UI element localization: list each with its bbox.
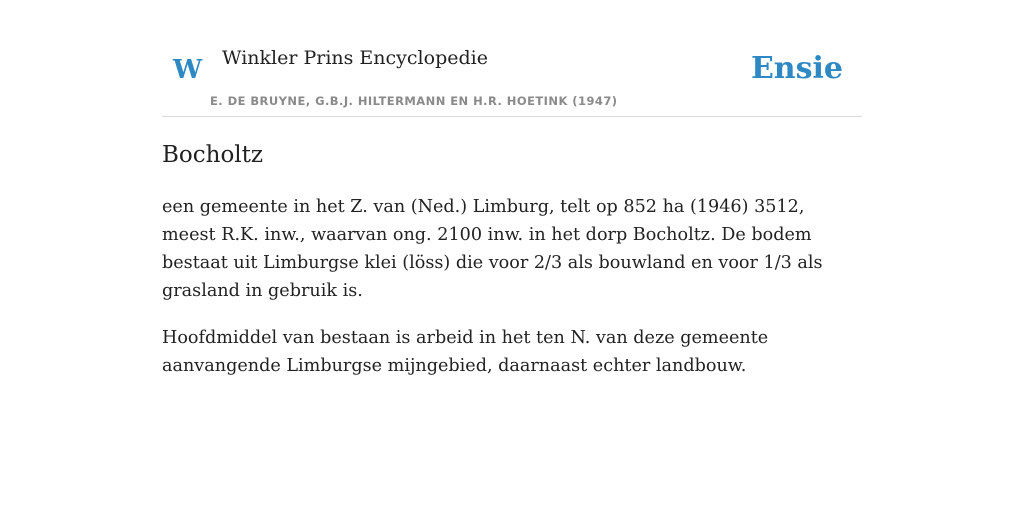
ensie-brand-link[interactable]: Ensie [750, 51, 843, 86]
article-paragraph: een gemeente in het Z. van (Ned.) Limburg, telt op 852 ha (1946) 3512, meest R.K. inw., waarvan ong. 2100 inw. in het dorp Bocholtz. De bodem bestaat uit Limburgse klei (löss) die voor 2/3 als bouwland en voor 1/3 als grasland in gebruik is. [162, 197, 823, 301]
article-paragraph: Hoofdmiddel van bestaan is arbeid in het ten N. van deze gemeente aanvangende Limburgse mijngebied, daarnaast echter landbouw. [162, 328, 769, 376]
encyclopedia-header [162, 0, 862, 117]
article-title: Bocholtz [162, 142, 264, 168]
publication-title: Winkler Prins Encyclopedie [222, 47, 488, 69]
encyclopedia-logo: W [173, 55, 203, 85]
publication-authors: E. DE BRUYNE, G.B.J. HILTERMANN EN H.R. HOETINK (1947) [210, 94, 618, 108]
article [162, 138, 862, 380]
